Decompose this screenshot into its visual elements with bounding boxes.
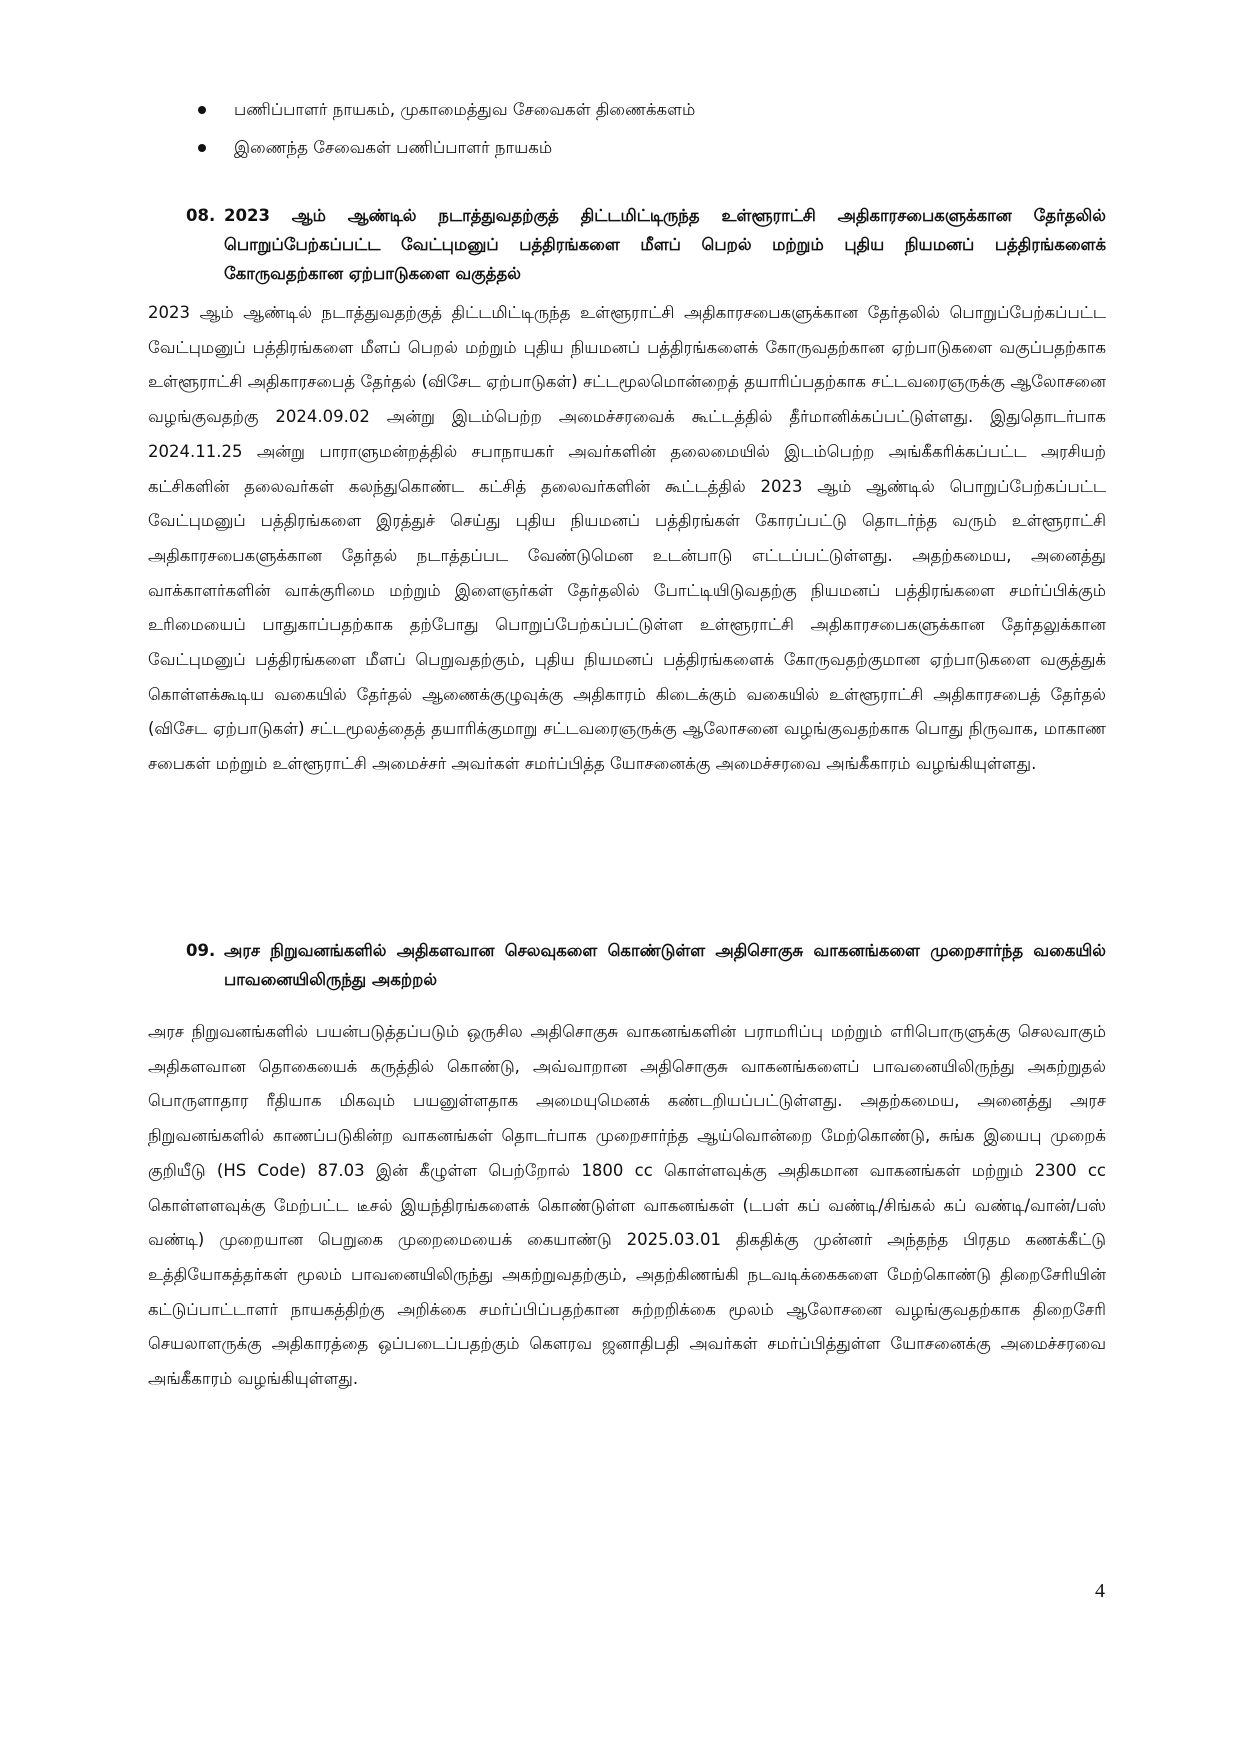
section-08-body: 2023 ஆம் ஆண்டில் நடாத்துவதற்குத் திட்டமிட்டிருந்த உள்ளூராட்சி அதிகாரசபைகளுக்கான தேர்தலில் பொறுப்பேற்கப்பட்ட வேட்புமனுப் பத்திரங்களை மீளப் பெறல் மற்றும் புதிய நியமனப் பத்திரங்களைக் கோருவதற்கான ஏற்பாடுகளை வகுப்பதற்காக உள்ளூராட்சி அதிகாரசபைத் தேர்தல் (விசேட ஏற்பாடுகள்) சட்டமூலமொன்றைத் தயாரிப்பதற்காக சட்டவரைஞருக்கு ஆலோசனை வழங்குவதற்கு 2024.09.02 அன்று இடம்பெற்ற அமைச்சரவைக் கூட்டத்தில் தீர்மானிக்கப்பட்டுள்ளது. இதுதொடர்பாக 2024.11.25 அன்று பாராளுமன்றத்தில் சபாநாயகர் அவர்களின் தலைமையில் இடம்பெற்ற அங்கீகரிக்கப்பட்ட அரசியற் கட்சிகளின் தலைவர்கள் கலந்துகொண்ட கட்சித் தலைவர்களின் கூட்டத்தில் 2023 ஆம் ஆண்டில் பொறுப்பேற்கப்பட்ட வேட்புமனுப் பத்திரங்களை இரத்துச் செய்து புதிய நியமனப் பத்திரங்கள் கோரப்பட்டு தொடர்ந்த வரும் உள்ளூராட்சி அதிகாரசபைகளுக்கான தேர்தல் நடாத்தப்பட வேண்டுமென உடன்பாடு எட்டப்பட்டுள்ளது. அதற்கமைய, அனைத்து வாக்காளர்களின் வாக்குரிமை மற்றும் இளைஞர்கள் தேர்தலில் போட்டியிடுவதற்கு நியமனப் பத்திரங்களை சமர்ப்பிக்கும் உரிமையைப் பாதுகாப்பதற்காக தற்போது பொறுப்பேற்கப்பட்டுள்ள உள்ளூராட்சி அதிகாரசபைகளுக்கான தேர்தலுக்கான வேட்புமனுப் பத்திரங்களை மீளப் பெறுவதற்கும், புதிய நியமனப் பத்திரங்களைக் கோருவதற்குமான ஏற்பாடுகளை வகுத்துக் கொள்ளக்கூடிய வகையில் தேர்தல் ஆணைக்குழுவுக்கு அதிகாரம் கிடைக்கும் வகையில் உள்ளூராட்சி அதிகாரசபைத் தேர்தல் (விசேட ஏற்பாடுகள்) சட்டமூலத்தைத் தயாரிக்குமாறு சட்டவரைஞருக்கு ஆலோசனை வழங்குவதற்காக பொது நிருவாக, மாகாண சபைகள் மற்றும் உள்ளூராட்சி அமைச்சர் அவர்கள் சமர்ப்பித்த யோசனைக்கு அமைச்சரவை அங்கீகாரம் வழங்கியுள்ளது.: [148, 303, 1106, 774]
bullet-text: இணைந்த சேவைகள் பணிப்பாளர் நாயகம்: [234, 138, 553, 157]
section-09-title: அரச நிறுவனங்களில் அதிகளவான செலவுகளை கொண்டுள்ள அதிசொகுசு வாகனங்களை முறைசார்ந்த வகையில் பாவனையிலிருந்து அகற்றல்: [224, 941, 1106, 989]
page-number: 4: [1095, 1580, 1105, 1602]
section-09-body: அரச நிறுவனங்களில் பயன்படுத்தப்படும் ஒருசில அதிசொகுசு வாகனங்களின் பராமரிப்பு மற்றும் எரிபொருளுக்கு செலவாகும் அதிகளவான தொகையைக் கருத்தில் கொண்டு, அவ்வாறான அதிசொகுசு வாகனங்களைப் பாவனையிலிருந்து அகற்றுதல் பொருளாதார ரீதியாக மிகவும் பயனுள்ளதாக அமையுமெனக் கண்டறியப்பட்டுள்ளது. அதற்கமைய, அனைத்து அரச நிறுவனங்களில் காணப்படுகின்ற வாகனங்கள் தொடர்பாக முறைசார்ந்த ஆய்வொன்றை மேற்கொண்டு, சுங்க இயைபு முறைக் குறியீடு (HS Code) 87.03 இன் கீழுள்ள பெற்றோல் 1800 cc கொள்ளவுக்கு அதிகமான வாகனங்கள் மற்றும் 2300 cc கொள்ளளவுக்கு மேற்பட்ட டீசல் இயந்திரங்களைக் கொண்டுள்ள வாகனங்கள் (டபள் கப் வண்டி/சிங்கல் கப் வண்டி/வான்/பஸ் வண்டி) முறையான பெறுகை முறைமையைக் கையாண்டு 2025.03.01 திகதிக்கு முன்னர் அந்தந்த பிரதம கணக்கீட்டு உத்தியோகத்தர்கள் மூலம் பாவனையிலிருந்து அகற்றுவதற்கும், அதற்கிணங்கி நடவடிக்கைகளை மேற்கொண்டு திறைசேரியின் கட்டுப்பாட்டாளர் நாயகத்திற்கு அறிக்கை சமர்ப்பிப்பதற்கான சுற்றறிக்கை மூலம் ஆலோசனை வழங்குவதற்காக திறைசேரி செயலாளருக்கு அதிகாரத்தை ஒப்படைப்பதற்கும் கௌரவ ஜனாதிபதி அவர்கள் சமர்ப்பித்துள்ள யோசனைக்கு அமைச்சரவை அங்கீகாரம் வழங்கியுள்ளது.: [148, 1022, 1106, 1389]
section-08-title: 2023 ஆம் ஆண்டில் நடாத்துவதற்குத் திட்டமிட்டிருந்த உள்ளூராட்சி அதிகாரசபைகளுக்கான தேர்தலில் பொறுப்பேற்கப்பட்ட வேட்புமனுப் பத்திரங்களை மீளப் பெறல் மற்றும் புதிய நியமனப் பத்திரங்களைக் கோருவதற்கான ஏற்பாடுகளை வகுத்தல்: [224, 206, 1106, 283]
bullet-icon: [198, 144, 206, 152]
bullet-item: [196, 98, 1096, 122]
section-09-heading: [186, 936, 1106, 994]
section-08-number: 08.: [186, 206, 216, 225]
bullet-text: பணிப்பாளர் நாயகம், முகாமைத்துவ சேவைகள் திணைக்களம்: [234, 100, 696, 119]
bullet-item: [196, 136, 1096, 160]
bullet-icon: [198, 106, 206, 114]
section-08-heading: [186, 201, 1106, 288]
section-09-number: 09.: [186, 941, 216, 960]
bullet-list: [196, 98, 1096, 174]
